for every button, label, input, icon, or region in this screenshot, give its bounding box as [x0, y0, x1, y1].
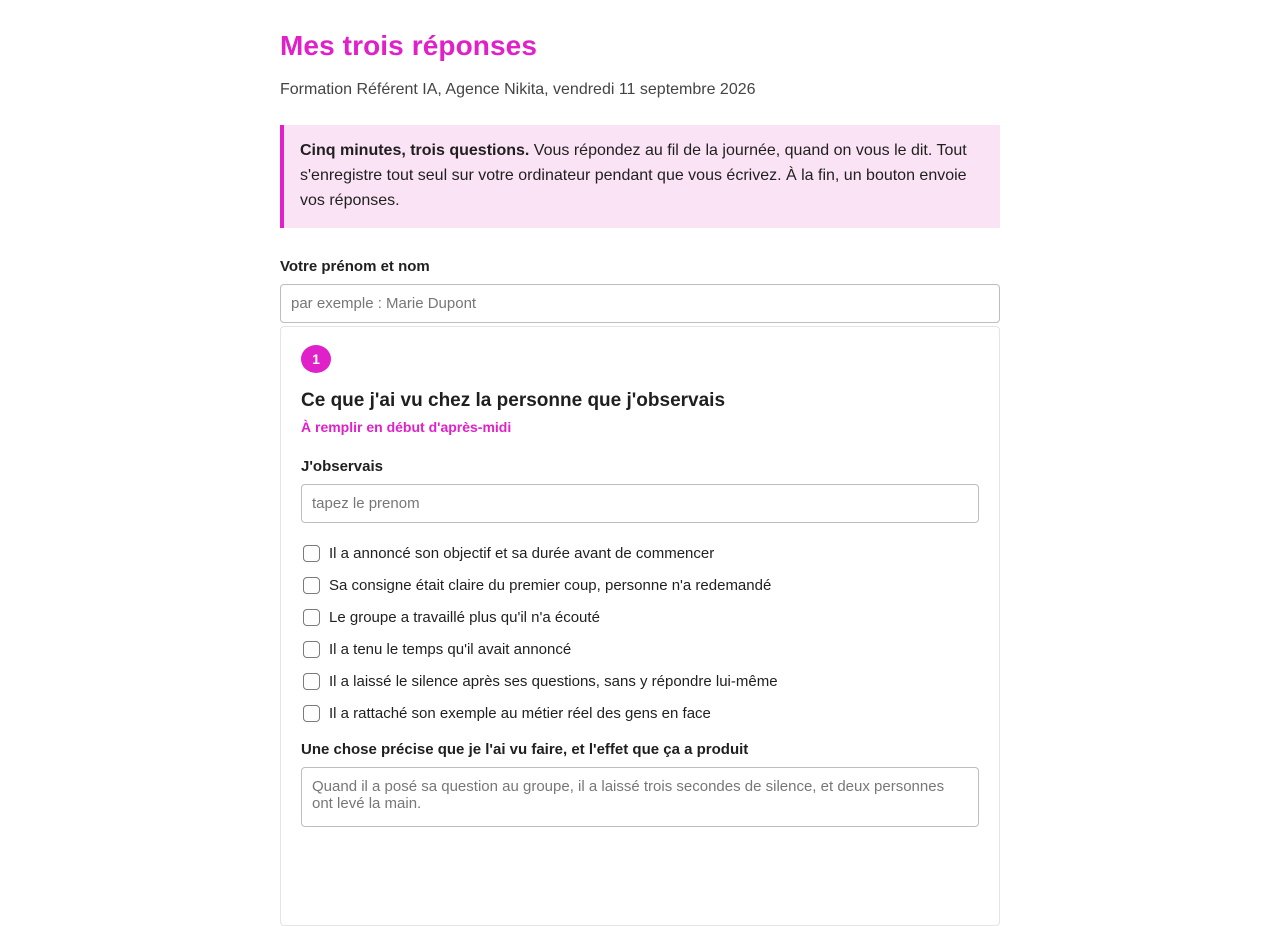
observed-person-input[interactable]: [301, 484, 979, 523]
checkbox-label: Il a annoncé son objectif et sa durée avant de commencer: [329, 544, 715, 562]
checkbox[interactable]: [303, 609, 320, 626]
observed-label: J'observais: [301, 458, 383, 475]
form-page: [280, 0, 1000, 926]
question-card-1: [280, 326, 1000, 926]
step-number-badge: 1: [301, 345, 331, 373]
checklist-item[interactable]: [301, 697, 979, 729]
detail-textarea[interactable]: [301, 767, 979, 827]
observation-checklist: [301, 537, 979, 729]
checkbox-label: Il a rattaché son exemple au métier réel des gens en face: [329, 704, 711, 722]
name-label: Votre prénom et nom: [280, 258, 430, 275]
page-title: Mes trois réponses: [280, 30, 537, 61]
checkbox[interactable]: [303, 545, 320, 562]
checkbox-label: Sa consigne était claire du premier coup, personne n'a redemandé: [329, 576, 772, 594]
name-input[interactable]: [280, 284, 1000, 323]
checkbox[interactable]: [303, 577, 320, 594]
intro-callout: [280, 125, 1000, 228]
checkbox[interactable]: [303, 673, 320, 690]
intro-lead: Cinq minutes, trois questions.: [300, 142, 530, 159]
page-subtitle: Formation Référent IA, Agence Nikita, vendredi 11 septembre 2026: [280, 81, 756, 98]
checklist-item[interactable]: [301, 537, 979, 569]
checkbox[interactable]: [303, 705, 320, 722]
intro-text: Vous répondez au fil de la journée, quand on vous le dit. Tout s'enregistre tout seul sur votre ordinateur pendant que vous écrivez. À la fin, un bouton envoie vos réponses.: [300, 142, 967, 209]
checklist-item[interactable]: [301, 569, 979, 601]
section-hint: À remplir en début d'après-midi: [301, 419, 512, 435]
checklist-item[interactable]: [301, 665, 979, 697]
detail-label: Une chose précise que je l'ai vu faire, et l'effet que ça a produit: [301, 741, 749, 758]
section-title: Ce que j'ai vu chez la personne que j'observais: [301, 390, 726, 411]
checkbox-label: Le groupe a travaillé plus qu'il n'a écouté: [329, 608, 600, 626]
checkbox-label: Il a laissé le silence après ses questions, sans y répondre lui-même: [329, 672, 778, 690]
checkbox[interactable]: [303, 641, 320, 658]
checkbox-label: Il a tenu le temps qu'il avait annoncé: [329, 640, 572, 658]
checklist-item[interactable]: [301, 601, 979, 633]
checklist-item[interactable]: [301, 633, 979, 665]
